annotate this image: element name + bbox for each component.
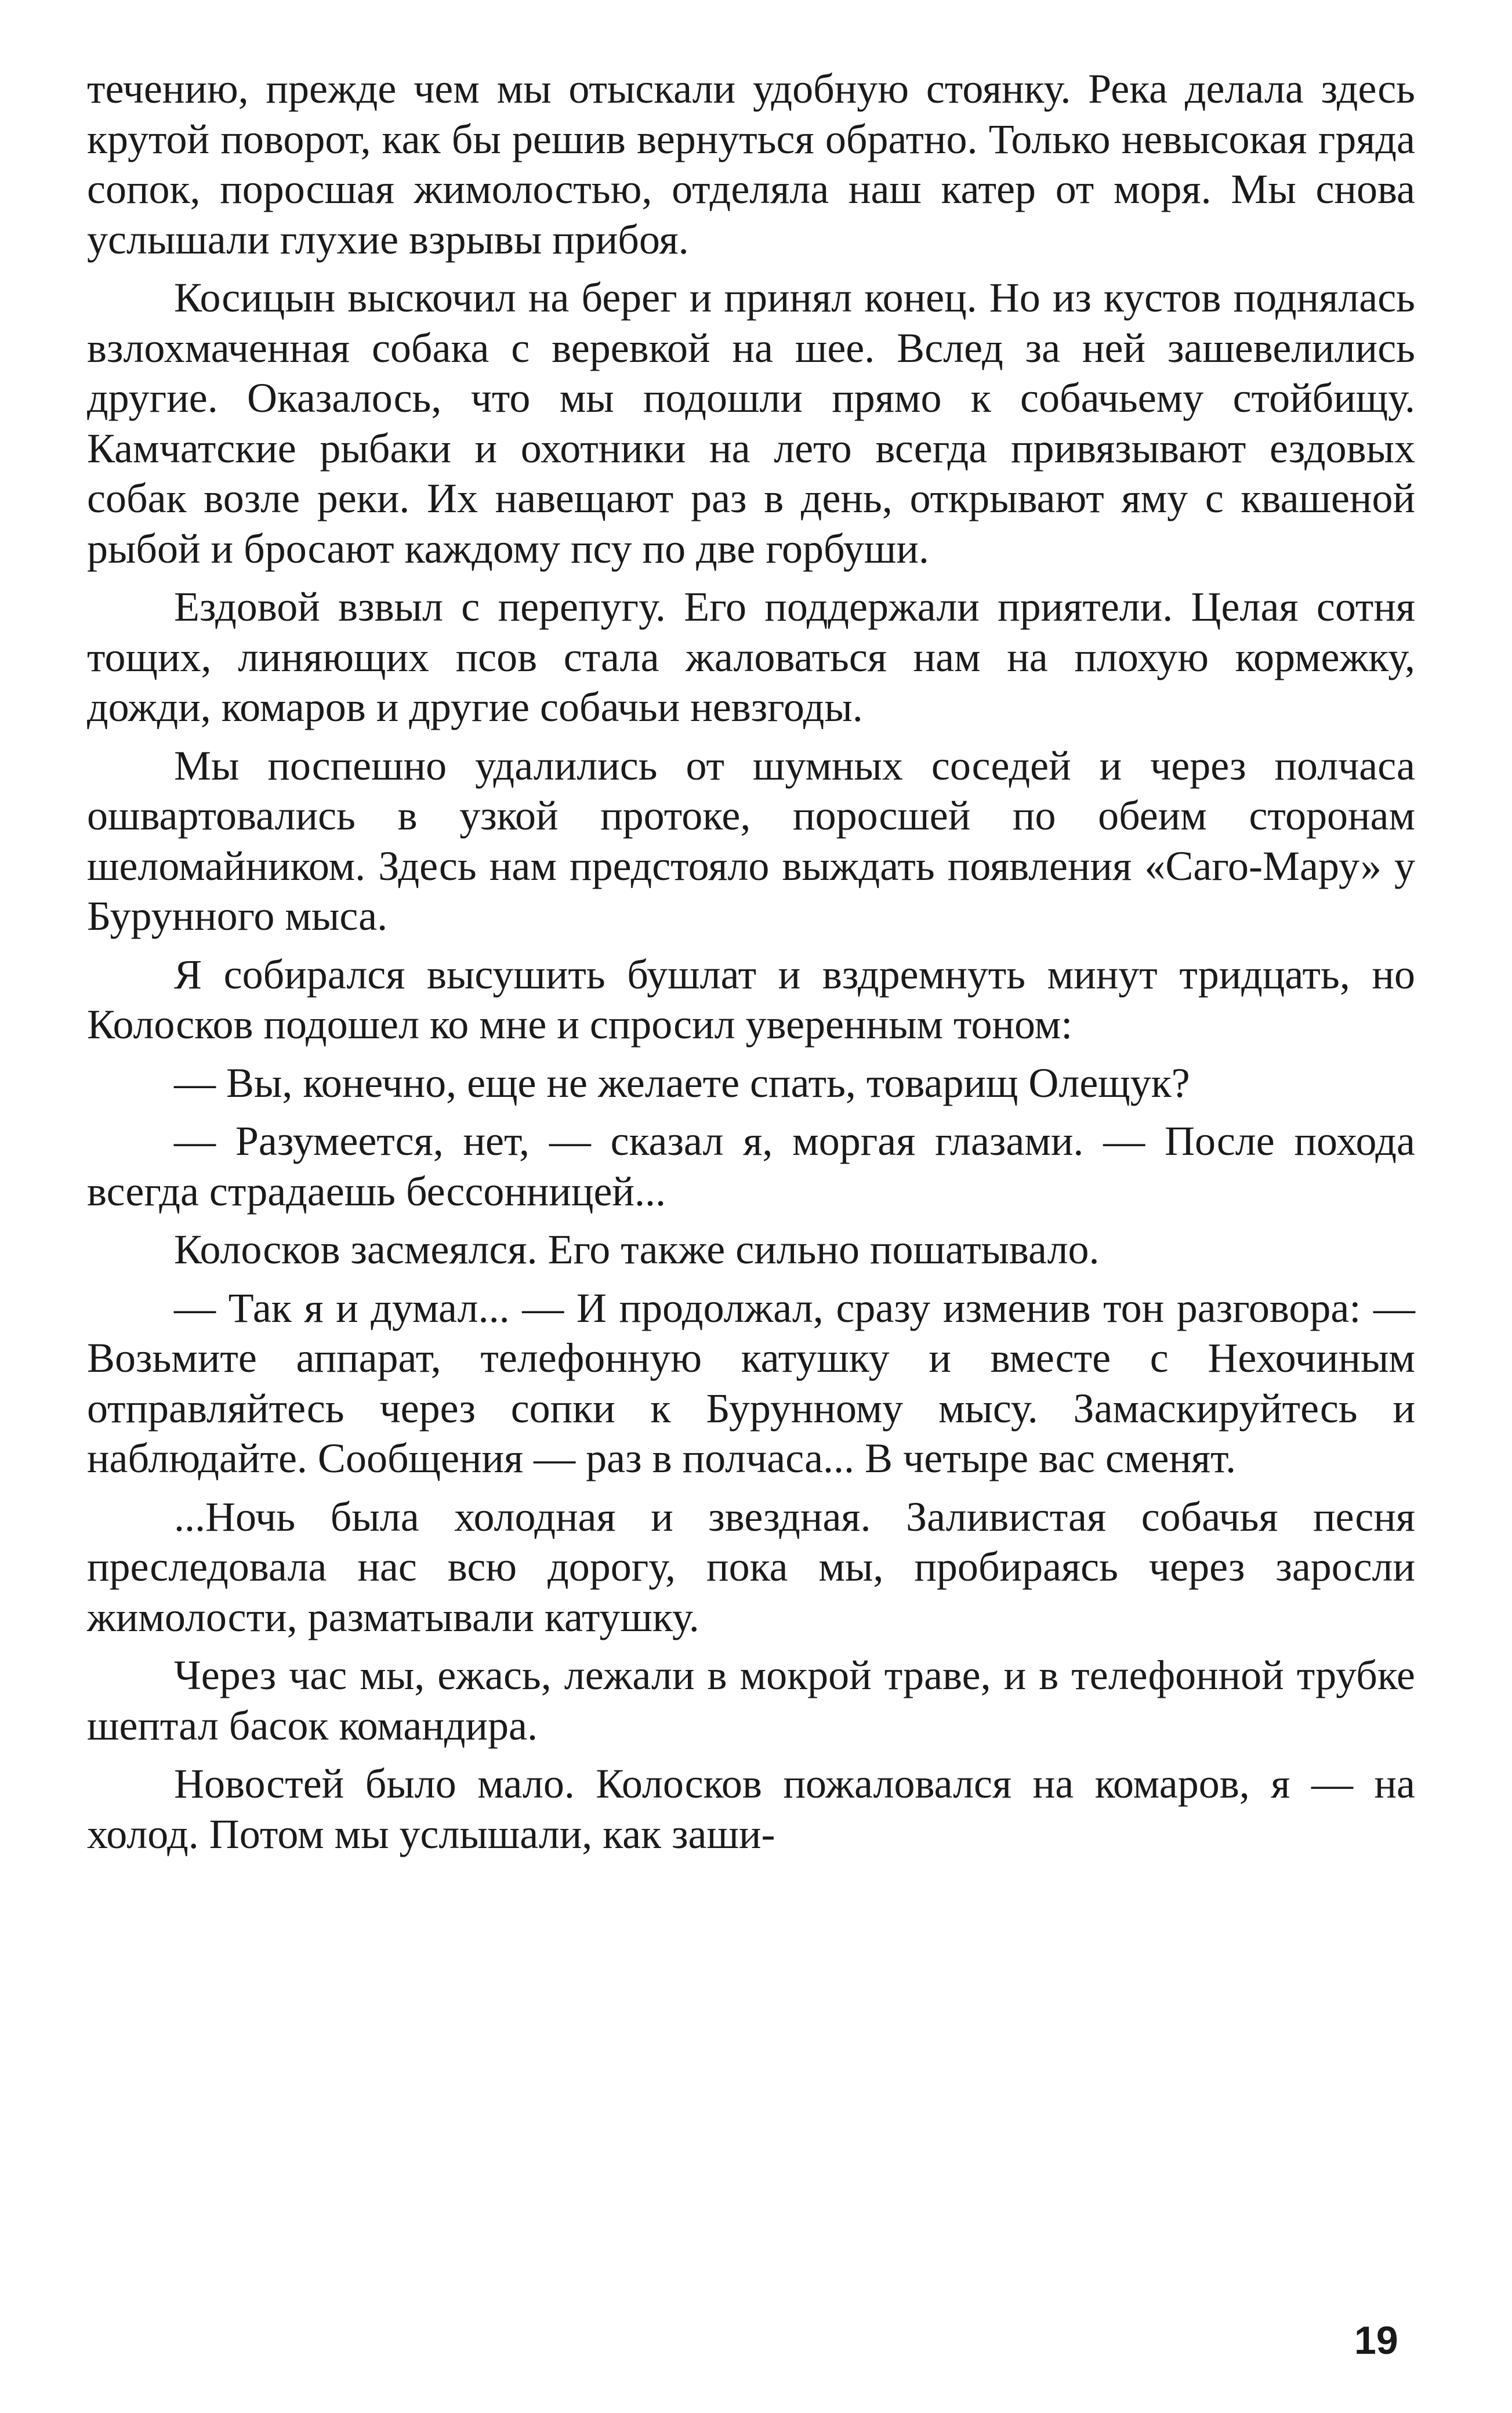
paragraph-5: Я собирался высушить бушлат и вздремнуть минут тридцать, но Колосков подошел ко мне и спросил уверенным тоном:	[87, 951, 1415, 1048]
paragraph-8: Колосков засмеялся. Его также сильно пошатывало.	[174, 1226, 1100, 1273]
paragraph-12: Новостей было мало. Колосков пожаловался на комаров, я — на холод. Потом мы услышали, как заши-	[87, 1760, 1415, 1857]
paragraph-11: Через час мы, ежась, лежали в мокрой траве, и в телефонной трубке шептал басок командира.	[87, 1652, 1415, 1749]
paragraph-1: течению, прежде чем мы отыскали удобную стоянку. Река делала здесь крутой поворот, как бы решив вернуться обратно. Только невысокая гряда сопок, поросшая жимолостью, отделяла наш катер от моря. Мы снова услышали глухие взрывы прибоя.	[87, 66, 1415, 263]
page-number: 19	[1354, 2318, 1398, 2363]
paragraph-2: Косицын выскочил на берег и принял конец. Но из кустов поднялась взлохмаченная собака с веревкой на шее. Вслед за ней зашевелились другие. Оказалось, что мы подошли прямо к собачьему стойбищу. Камчатские рыбаки и охотники на лето всегда привязывают ездовых собак возле реки. Их навещают раз в день, открывают яму с квашеной рыбой и бросают каждому псу по две горбуши.	[87, 274, 1415, 572]
paragraph-4: Мы поспешно удалились от шумных соседей и через полчаса ошвартовались в узкой протоке, поросшей по обеим сторонам шеломайником. Здесь нам предстояло выждать появления «Саго-Мару» у Бурунного мыса.	[87, 742, 1415, 939]
paragraph-10: ...Ночь была холодная и звездная. Заливистая собачья песня преследовала нас всю дорогу, пока мы, пробираясь через заросли жимолости, разматывали катушку.	[87, 1493, 1415, 1640]
page-body	[87, 64, 1415, 1867]
paragraph-6: — Вы, конечно, еще не желаете спать, товарищ Олещук?	[174, 1059, 1190, 1106]
paragraph-3: Ездовой взвыл с перепугу. Его поддержали приятели. Целая сотня тощих, линяющих псов стала жаловаться нам на плохую кормежку, дожди, комаров и другие собачьи невзгоды.	[87, 584, 1415, 730]
paragraph-9: — Так я и думал... — И продолжал, сразу изменив тон разговора: — Возьмите аппарат, телефонную катушку и вместе с Нехочиным отправляйтесь через сопки к Бурунному мысу. Замаскируйтесь и наблюдайте. Сообщения — раз в полчаса... В четыре вас сменят.	[87, 1284, 1415, 1481]
paragraph-7: — Разумеется, нет, — сказал я, моргая глазами. — После похода всегда страдаешь бессонницей...	[87, 1118, 1415, 1215]
